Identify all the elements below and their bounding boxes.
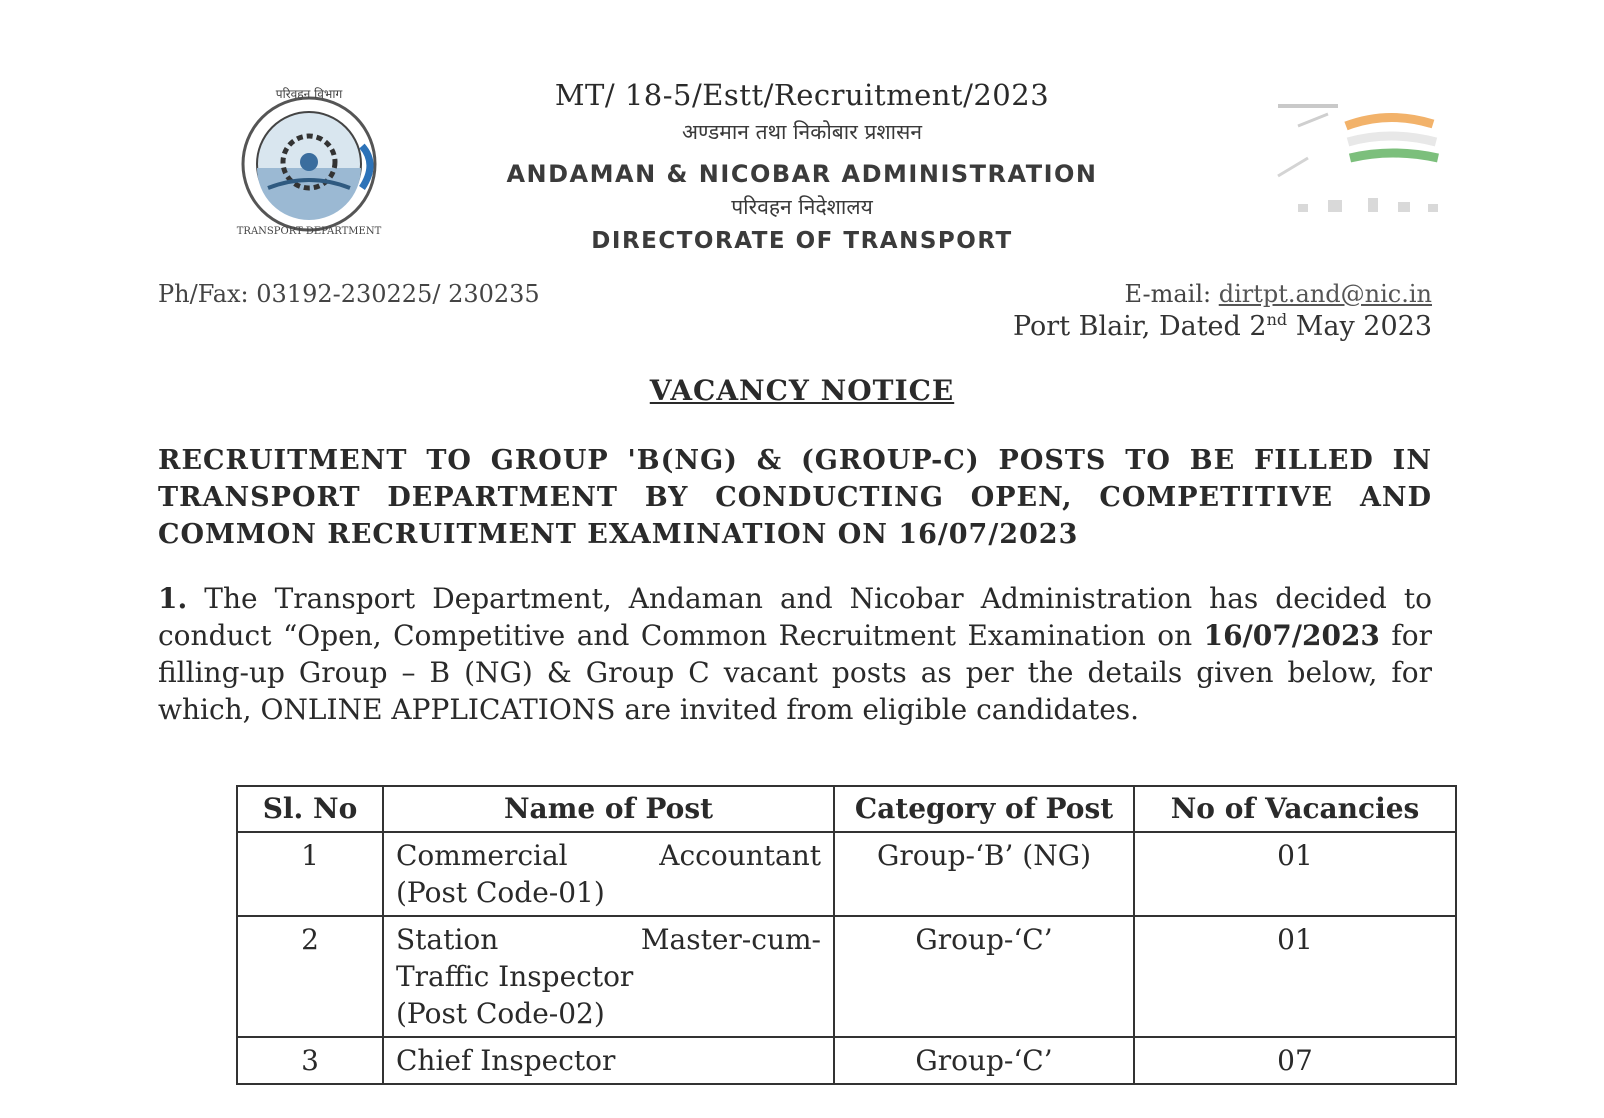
row-sl: 2: [237, 916, 383, 1037]
dated-sup: nd: [1266, 310, 1288, 329]
row-post-name: [383, 832, 834, 916]
para-exam-date: 16/07/2023: [1203, 619, 1380, 652]
notice-title: VACANCY NOTICE: [649, 374, 955, 407]
row-category: Group-‘C’: [834, 916, 1134, 1037]
para-text-b: for filling-up Group – B (NG) & Group C vacant posts as per the details given below, for which, ONLINE APPLICATIONS are invited from eligible candidates.: [158, 619, 1432, 726]
table-row: [237, 916, 1456, 1037]
post-code: (Post Code-01): [396, 876, 605, 909]
reference-number: MT/ 18-5/Estt/Recruitment/2023: [554, 78, 1050, 112]
row-vacancies: 07: [1134, 1037, 1456, 1084]
logo-ring-text: TRANSPORT DEPARTMENT: [236, 226, 382, 236]
notice-subject: RECRUITMENT TO GROUP 'B(NG) & (GROUP-C) POSTS TO BE FILLED IN TRANSPORT DEPARTMENT BY CONDUCTING OPEN, COMPETITIVE AND COMMON RECRUITMENT EXAMINATION ON 16/07/2023: [158, 445, 1432, 550]
header-sl-no: Sl. No: [237, 786, 383, 832]
row-post-name: [383, 1037, 834, 1084]
row-sl: 1: [237, 832, 383, 916]
phone-fax: Ph/Fax: 03192-230225/ 230235: [158, 280, 540, 308]
table-row: [237, 832, 1456, 916]
post-code: (Post Code-02): [396, 997, 605, 1030]
dated-line: [1013, 310, 1432, 342]
email-link[interactable]: dirtpt.and@nic.in: [1218, 280, 1432, 308]
table-header-row: [237, 786, 1456, 832]
directorate-name: DIRECTORATE OF TRANSPORT: [591, 228, 1013, 254]
hindi-directorate-name: परिवहन निदेशालय: [731, 195, 873, 219]
notice-paragraph-1: [158, 580, 1432, 728]
dated-prefix: Port Blair, Dated 2: [1012, 311, 1267, 342]
dated-suffix: May 2023: [1287, 311, 1432, 342]
logo-hindi-text: परिवहन विभाग: [275, 87, 343, 101]
post-name-line: Chief Inspector: [396, 1044, 616, 1077]
row-category: Group-‘C’: [834, 1037, 1134, 1084]
table-row: [237, 1037, 1456, 1084]
row-vacancies: 01: [1134, 832, 1456, 916]
post-name-line: Station Master-cum-: [396, 923, 821, 956]
row-category: Group-‘B’ (NG): [834, 832, 1134, 916]
row-sl: 3: [237, 1037, 383, 1084]
header-category: Category of Post: [834, 786, 1134, 832]
hindi-admin-name: अण्डमान तथा निकोबार प्रशासन: [682, 120, 922, 144]
row-post-name: [383, 916, 834, 1037]
email-label: E-mail:: [1124, 280, 1219, 308]
header-name-of-post: Name of Post: [383, 786, 834, 832]
header-vacancies: No of Vacancies: [1134, 786, 1456, 832]
para-text-a: The Transport Department, Andaman and Nicobar Administration has decided to conduct “Open, Competitive and Common Recruitment Examination on: [158, 582, 1432, 652]
post-name-line: Commercial Accountant: [396, 839, 821, 872]
administration-name: ANDAMAN & NICOBAR ADMINISTRATION: [506, 160, 1098, 188]
post-name-line: Traffic Inspector: [396, 960, 634, 993]
para-number: 1.: [158, 582, 188, 615]
row-vacancies: 01: [1134, 916, 1456, 1037]
email-line: [1125, 280, 1432, 308]
vacancy-table: [236, 785, 1457, 1085]
